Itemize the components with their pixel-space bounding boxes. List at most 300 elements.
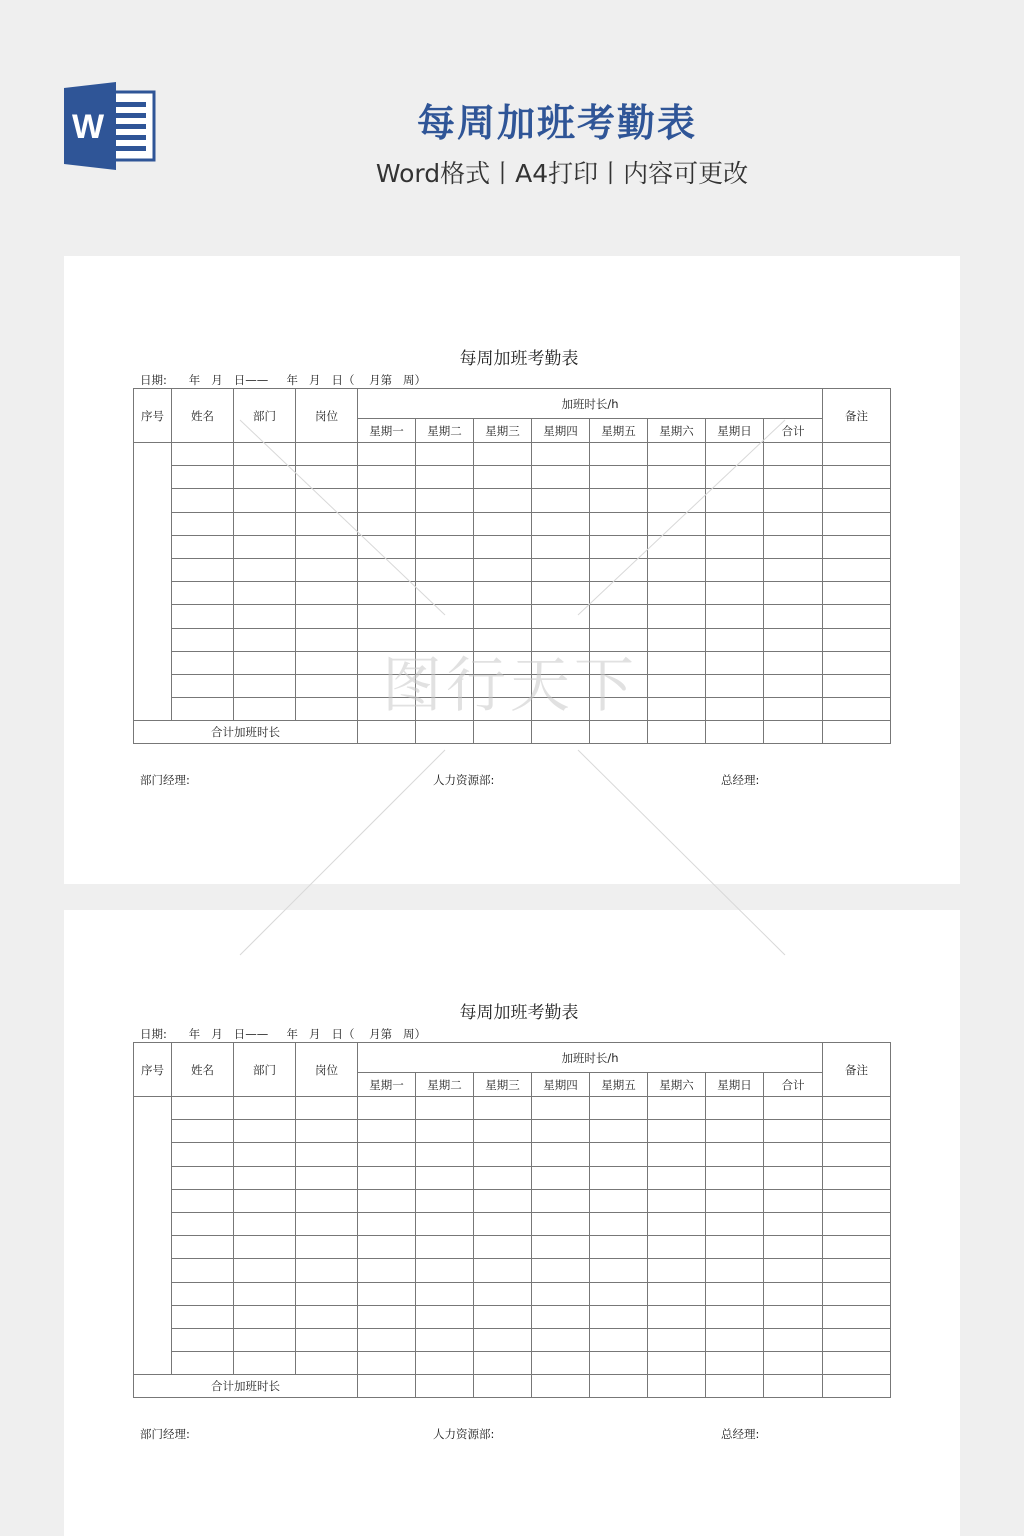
table-cell[interactable] bbox=[590, 1097, 648, 1120]
table-cell[interactable] bbox=[358, 443, 416, 466]
table-cell[interactable] bbox=[358, 1166, 416, 1189]
table-cell[interactable] bbox=[532, 1352, 590, 1375]
table-cell[interactable] bbox=[590, 582, 648, 605]
table-cell[interactable] bbox=[416, 628, 474, 651]
table-cell[interactable] bbox=[296, 651, 358, 674]
table-cell[interactable] bbox=[532, 628, 590, 651]
table-cell[interactable] bbox=[648, 1189, 706, 1212]
table-cell[interactable] bbox=[823, 443, 891, 466]
table-cell[interactable] bbox=[234, 512, 296, 535]
table-cell[interactable] bbox=[764, 466, 823, 489]
table-cell[interactable] bbox=[532, 1259, 590, 1282]
table-cell[interactable] bbox=[358, 558, 416, 581]
table-cell[interactable] bbox=[532, 698, 590, 721]
table-cell[interactable] bbox=[474, 1143, 532, 1166]
table-cell[interactable] bbox=[764, 1259, 823, 1282]
table-cell[interactable] bbox=[706, 1236, 764, 1259]
table-cell[interactable] bbox=[358, 535, 416, 558]
table-cell[interactable] bbox=[172, 443, 234, 466]
table-cell[interactable] bbox=[296, 1259, 358, 1282]
table-cell[interactable] bbox=[474, 1259, 532, 1282]
table-cell[interactable] bbox=[823, 1305, 891, 1328]
table-cell[interactable] bbox=[234, 605, 296, 628]
table-cell[interactable] bbox=[590, 628, 648, 651]
table-cell[interactable] bbox=[172, 1236, 234, 1259]
table-cell[interactable] bbox=[648, 582, 706, 605]
table-cell[interactable] bbox=[416, 721, 474, 744]
table-cell[interactable] bbox=[416, 466, 474, 489]
table-cell[interactable] bbox=[823, 605, 891, 628]
table-cell[interactable] bbox=[416, 605, 474, 628]
table-cell[interactable] bbox=[172, 1305, 234, 1328]
table-cell[interactable] bbox=[648, 698, 706, 721]
table-cell[interactable] bbox=[764, 1305, 823, 1328]
table-cell[interactable] bbox=[296, 1352, 358, 1375]
table-cell[interactable] bbox=[234, 1352, 296, 1375]
table-cell[interactable] bbox=[234, 674, 296, 697]
table-cell[interactable] bbox=[764, 1120, 823, 1143]
table-cell[interactable] bbox=[172, 489, 234, 512]
table-cell[interactable] bbox=[706, 558, 764, 581]
table-cell[interactable] bbox=[823, 674, 891, 697]
table-cell[interactable] bbox=[590, 1328, 648, 1351]
table-cell[interactable] bbox=[296, 466, 358, 489]
table-cell[interactable] bbox=[296, 1305, 358, 1328]
table-cell[interactable] bbox=[172, 674, 234, 697]
table-cell[interactable] bbox=[416, 1097, 474, 1120]
table-cell[interactable] bbox=[823, 1189, 891, 1212]
table-cell[interactable] bbox=[474, 698, 532, 721]
table-cell[interactable] bbox=[823, 1120, 891, 1143]
table-cell[interactable] bbox=[358, 1143, 416, 1166]
table-cell[interactable] bbox=[172, 1120, 234, 1143]
table-cell[interactable] bbox=[764, 1097, 823, 1120]
table-cell[interactable] bbox=[706, 443, 764, 466]
table-cell[interactable] bbox=[416, 443, 474, 466]
table-cell[interactable] bbox=[172, 628, 234, 651]
table-cell[interactable] bbox=[532, 443, 590, 466]
table-cell[interactable] bbox=[172, 1097, 234, 1120]
table-cell[interactable] bbox=[823, 535, 891, 558]
table-cell[interactable] bbox=[706, 1212, 764, 1235]
table-cell[interactable] bbox=[532, 1189, 590, 1212]
table-cell[interactable] bbox=[416, 1166, 474, 1189]
table-cell[interactable] bbox=[296, 698, 358, 721]
table-cell[interactable] bbox=[474, 628, 532, 651]
table-cell[interactable] bbox=[532, 1305, 590, 1328]
table-cell[interactable] bbox=[416, 558, 474, 581]
table-cell[interactable] bbox=[823, 1143, 891, 1166]
table-cell[interactable] bbox=[296, 674, 358, 697]
table-cell[interactable] bbox=[823, 698, 891, 721]
table-cell[interactable] bbox=[172, 605, 234, 628]
table-cell[interactable] bbox=[706, 1282, 764, 1305]
table-cell[interactable] bbox=[823, 1352, 891, 1375]
table-cell[interactable] bbox=[358, 1282, 416, 1305]
table-cell[interactable] bbox=[823, 1282, 891, 1305]
table-cell[interactable] bbox=[823, 1236, 891, 1259]
table-cell[interactable] bbox=[648, 512, 706, 535]
table-cell[interactable] bbox=[416, 1189, 474, 1212]
table-cell[interactable] bbox=[358, 1097, 416, 1120]
table-cell[interactable] bbox=[648, 466, 706, 489]
table-cell[interactable] bbox=[764, 674, 823, 697]
table-cell[interactable] bbox=[358, 512, 416, 535]
table-cell[interactable] bbox=[764, 1352, 823, 1375]
table-cell[interactable] bbox=[706, 535, 764, 558]
table-cell[interactable] bbox=[416, 582, 474, 605]
table-cell[interactable] bbox=[706, 651, 764, 674]
table-cell[interactable] bbox=[823, 466, 891, 489]
table-cell[interactable] bbox=[234, 628, 296, 651]
table-cell[interactable] bbox=[296, 628, 358, 651]
table-cell[interactable] bbox=[416, 1352, 474, 1375]
table-cell[interactable] bbox=[648, 558, 706, 581]
table-cell[interactable] bbox=[706, 582, 764, 605]
table-cell[interactable] bbox=[474, 1120, 532, 1143]
table-cell[interactable] bbox=[234, 582, 296, 605]
table-cell[interactable] bbox=[532, 466, 590, 489]
table-cell[interactable] bbox=[823, 512, 891, 535]
table-cell[interactable] bbox=[416, 512, 474, 535]
table-cell[interactable] bbox=[172, 466, 234, 489]
table-cell[interactable] bbox=[590, 1166, 648, 1189]
table-cell[interactable] bbox=[134, 443, 172, 721]
table-cell[interactable] bbox=[296, 605, 358, 628]
table-cell[interactable] bbox=[474, 535, 532, 558]
table-cell[interactable] bbox=[764, 1375, 823, 1398]
table-cell[interactable] bbox=[416, 489, 474, 512]
table-cell[interactable] bbox=[532, 721, 590, 744]
table-cell[interactable] bbox=[296, 1189, 358, 1212]
table-cell[interactable] bbox=[764, 1212, 823, 1235]
table-cell[interactable] bbox=[706, 605, 764, 628]
table-cell[interactable] bbox=[532, 489, 590, 512]
table-cell[interactable] bbox=[764, 443, 823, 466]
table-cell[interactable] bbox=[296, 558, 358, 581]
table-cell[interactable] bbox=[764, 651, 823, 674]
table-cell[interactable] bbox=[648, 628, 706, 651]
table-cell[interactable] bbox=[234, 1120, 296, 1143]
table-cell[interactable] bbox=[358, 489, 416, 512]
table-cell[interactable] bbox=[648, 1236, 706, 1259]
table-cell[interactable] bbox=[234, 1212, 296, 1235]
table-cell[interactable] bbox=[590, 1143, 648, 1166]
table-cell[interactable] bbox=[474, 1236, 532, 1259]
table-cell[interactable] bbox=[648, 1282, 706, 1305]
table-cell[interactable] bbox=[296, 1328, 358, 1351]
table-cell[interactable] bbox=[823, 1328, 891, 1351]
table-cell[interactable] bbox=[648, 1305, 706, 1328]
table-cell[interactable] bbox=[648, 1166, 706, 1189]
table-cell[interactable] bbox=[358, 721, 416, 744]
table-cell[interactable] bbox=[474, 1375, 532, 1398]
table-cell[interactable] bbox=[296, 1236, 358, 1259]
table-cell[interactable] bbox=[234, 1305, 296, 1328]
table-cell[interactable] bbox=[296, 1212, 358, 1235]
table-cell[interactable] bbox=[532, 1328, 590, 1351]
table-cell[interactable] bbox=[474, 558, 532, 581]
table-cell[interactable] bbox=[234, 698, 296, 721]
table-cell[interactable] bbox=[416, 1212, 474, 1235]
table-cell[interactable] bbox=[706, 1328, 764, 1351]
table-cell[interactable] bbox=[474, 1212, 532, 1235]
table-cell[interactable] bbox=[358, 1259, 416, 1282]
table-cell[interactable] bbox=[590, 443, 648, 466]
table-cell[interactable] bbox=[590, 512, 648, 535]
table-cell[interactable] bbox=[764, 1189, 823, 1212]
table-cell[interactable] bbox=[296, 489, 358, 512]
table-cell[interactable] bbox=[358, 466, 416, 489]
table-cell[interactable] bbox=[590, 489, 648, 512]
table-cell[interactable] bbox=[532, 1097, 590, 1120]
table-cell[interactable] bbox=[532, 1166, 590, 1189]
table-cell[interactable] bbox=[590, 698, 648, 721]
table-cell[interactable] bbox=[234, 1259, 296, 1282]
table-cell[interactable] bbox=[296, 1166, 358, 1189]
table-cell[interactable] bbox=[358, 1352, 416, 1375]
table-cell[interactable] bbox=[172, 582, 234, 605]
table-cell[interactable] bbox=[764, 535, 823, 558]
table-cell[interactable] bbox=[648, 1328, 706, 1351]
table-cell[interactable] bbox=[706, 1305, 764, 1328]
table-cell[interactable] bbox=[416, 1259, 474, 1282]
table-cell[interactable] bbox=[590, 1236, 648, 1259]
table-cell[interactable] bbox=[234, 1328, 296, 1351]
table-cell[interactable] bbox=[172, 558, 234, 581]
table-cell[interactable] bbox=[172, 1282, 234, 1305]
table-cell[interactable] bbox=[706, 721, 764, 744]
table-cell[interactable] bbox=[590, 558, 648, 581]
table-cell[interactable] bbox=[416, 1236, 474, 1259]
table-cell[interactable] bbox=[706, 1352, 764, 1375]
table-cell[interactable] bbox=[706, 674, 764, 697]
table-cell[interactable] bbox=[234, 651, 296, 674]
table-cell[interactable] bbox=[532, 1143, 590, 1166]
table-cell[interactable] bbox=[474, 1189, 532, 1212]
table-cell[interactable] bbox=[234, 466, 296, 489]
table-cell[interactable] bbox=[764, 512, 823, 535]
table-cell[interactable] bbox=[590, 1189, 648, 1212]
table-cell[interactable] bbox=[706, 1120, 764, 1143]
table-cell[interactable] bbox=[296, 512, 358, 535]
table-cell[interactable] bbox=[648, 1375, 706, 1398]
table-cell[interactable] bbox=[706, 466, 764, 489]
table-cell[interactable] bbox=[296, 535, 358, 558]
table-cell[interactable] bbox=[358, 698, 416, 721]
table-cell[interactable] bbox=[823, 558, 891, 581]
table-cell[interactable] bbox=[823, 582, 891, 605]
table-cell[interactable] bbox=[416, 535, 474, 558]
table-cell[interactable] bbox=[474, 489, 532, 512]
table-cell[interactable] bbox=[296, 1097, 358, 1120]
table-cell[interactable] bbox=[823, 489, 891, 512]
table-cell[interactable] bbox=[474, 1328, 532, 1351]
table-cell[interactable] bbox=[764, 721, 823, 744]
table-cell[interactable] bbox=[172, 651, 234, 674]
table-cell[interactable] bbox=[474, 605, 532, 628]
table-cell[interactable] bbox=[358, 605, 416, 628]
table-cell[interactable] bbox=[648, 1097, 706, 1120]
table-cell[interactable] bbox=[358, 1328, 416, 1351]
table-cell[interactable] bbox=[764, 558, 823, 581]
table-cell[interactable] bbox=[648, 1259, 706, 1282]
table-cell[interactable] bbox=[532, 535, 590, 558]
table-cell[interactable] bbox=[764, 605, 823, 628]
table-cell[interactable] bbox=[474, 721, 532, 744]
table-cell[interactable] bbox=[764, 698, 823, 721]
table-cell[interactable] bbox=[706, 1143, 764, 1166]
table-cell[interactable] bbox=[358, 582, 416, 605]
table-cell[interactable] bbox=[532, 558, 590, 581]
table-cell[interactable] bbox=[590, 1212, 648, 1235]
table-cell[interactable] bbox=[823, 1166, 891, 1189]
table-cell[interactable] bbox=[648, 535, 706, 558]
table-cell[interactable] bbox=[764, 489, 823, 512]
table-cell[interactable] bbox=[648, 1352, 706, 1375]
table-cell[interactable] bbox=[474, 1352, 532, 1375]
table-cell[interactable] bbox=[532, 1212, 590, 1235]
table-cell[interactable] bbox=[590, 1375, 648, 1398]
table-cell[interactable] bbox=[590, 1259, 648, 1282]
table-cell[interactable] bbox=[234, 1189, 296, 1212]
table-cell[interactable] bbox=[416, 1375, 474, 1398]
table-cell[interactable] bbox=[172, 1328, 234, 1351]
table-cell[interactable] bbox=[764, 1328, 823, 1351]
table-cell[interactable] bbox=[474, 582, 532, 605]
table-cell[interactable] bbox=[358, 651, 416, 674]
table-cell[interactable] bbox=[706, 698, 764, 721]
table-cell[interactable] bbox=[296, 582, 358, 605]
table-cell[interactable] bbox=[648, 489, 706, 512]
table-cell[interactable] bbox=[474, 466, 532, 489]
table-cell[interactable] bbox=[706, 628, 764, 651]
table-cell[interactable] bbox=[416, 1328, 474, 1351]
table-cell[interactable] bbox=[532, 1236, 590, 1259]
table-cell[interactable] bbox=[648, 605, 706, 628]
table-cell[interactable] bbox=[590, 535, 648, 558]
table-cell[interactable] bbox=[823, 1097, 891, 1120]
table-cell[interactable] bbox=[172, 1143, 234, 1166]
table-cell[interactable] bbox=[590, 1305, 648, 1328]
table-cell[interactable] bbox=[823, 628, 891, 651]
table-cell[interactable] bbox=[296, 1120, 358, 1143]
table-cell[interactable] bbox=[474, 443, 532, 466]
table-cell[interactable] bbox=[358, 1305, 416, 1328]
table-cell[interactable] bbox=[234, 535, 296, 558]
table-cell[interactable] bbox=[590, 466, 648, 489]
table-cell[interactable] bbox=[764, 1236, 823, 1259]
table-cell[interactable] bbox=[648, 721, 706, 744]
table-cell[interactable] bbox=[648, 651, 706, 674]
table-cell[interactable] bbox=[532, 512, 590, 535]
table-cell[interactable] bbox=[296, 443, 358, 466]
table-cell[interactable] bbox=[823, 1212, 891, 1235]
table-cell[interactable] bbox=[172, 1166, 234, 1189]
table-cell[interactable] bbox=[706, 489, 764, 512]
table-cell[interactable] bbox=[358, 628, 416, 651]
table-cell[interactable] bbox=[234, 1097, 296, 1120]
table-cell[interactable] bbox=[532, 605, 590, 628]
table-cell[interactable] bbox=[474, 1305, 532, 1328]
table-cell[interactable] bbox=[648, 1143, 706, 1166]
table-cell[interactable] bbox=[358, 1375, 416, 1398]
table-cell[interactable] bbox=[234, 1282, 296, 1305]
table-cell[interactable] bbox=[706, 1259, 764, 1282]
table-cell[interactable] bbox=[823, 721, 891, 744]
table-cell[interactable] bbox=[706, 512, 764, 535]
table-cell[interactable] bbox=[532, 1282, 590, 1305]
table-cell[interactable] bbox=[706, 1097, 764, 1120]
table-cell[interactable] bbox=[474, 674, 532, 697]
table-cell[interactable] bbox=[590, 674, 648, 697]
table-cell[interactable] bbox=[416, 698, 474, 721]
table-cell[interactable] bbox=[172, 1352, 234, 1375]
table-cell[interactable] bbox=[532, 674, 590, 697]
table-cell[interactable] bbox=[706, 1166, 764, 1189]
table-cell[interactable] bbox=[474, 512, 532, 535]
table-cell[interactable] bbox=[532, 651, 590, 674]
table-cell[interactable] bbox=[764, 1143, 823, 1166]
table-cell[interactable] bbox=[234, 1166, 296, 1189]
table-cell[interactable] bbox=[474, 1097, 532, 1120]
table-cell[interactable] bbox=[358, 1212, 416, 1235]
table-cell[interactable] bbox=[416, 674, 474, 697]
table-cell[interactable] bbox=[590, 605, 648, 628]
table-cell[interactable] bbox=[296, 1282, 358, 1305]
table-cell[interactable] bbox=[172, 1212, 234, 1235]
table-cell[interactable] bbox=[590, 651, 648, 674]
table-cell[interactable] bbox=[172, 512, 234, 535]
table-cell[interactable] bbox=[172, 535, 234, 558]
table-cell[interactable] bbox=[474, 1166, 532, 1189]
table-cell[interactable] bbox=[416, 651, 474, 674]
table-cell[interactable] bbox=[358, 1236, 416, 1259]
table-cell[interactable] bbox=[358, 1189, 416, 1212]
table-cell[interactable] bbox=[474, 1282, 532, 1305]
table-cell[interactable] bbox=[590, 1120, 648, 1143]
table-cell[interactable] bbox=[474, 651, 532, 674]
table-cell[interactable] bbox=[416, 1282, 474, 1305]
table-cell[interactable] bbox=[234, 558, 296, 581]
table-cell[interactable] bbox=[532, 1375, 590, 1398]
table-cell[interactable] bbox=[648, 443, 706, 466]
table-cell[interactable] bbox=[172, 1259, 234, 1282]
table-cell[interactable] bbox=[590, 1282, 648, 1305]
table-cell[interactable] bbox=[234, 1143, 296, 1166]
table-cell[interactable] bbox=[358, 674, 416, 697]
table-cell[interactable] bbox=[416, 1143, 474, 1166]
table-cell[interactable] bbox=[823, 1259, 891, 1282]
table-cell[interactable] bbox=[764, 1166, 823, 1189]
table-cell[interactable] bbox=[823, 1375, 891, 1398]
table-cell[interactable] bbox=[648, 1120, 706, 1143]
table-cell[interactable] bbox=[706, 1375, 764, 1398]
table-cell[interactable] bbox=[532, 582, 590, 605]
table-cell[interactable] bbox=[648, 674, 706, 697]
table-cell[interactable] bbox=[416, 1120, 474, 1143]
table-cell[interactable] bbox=[532, 1120, 590, 1143]
table-cell[interactable] bbox=[134, 1097, 172, 1375]
table-cell[interactable] bbox=[234, 443, 296, 466]
table-cell[interactable] bbox=[296, 1143, 358, 1166]
table-cell[interactable] bbox=[590, 1352, 648, 1375]
table-cell[interactable] bbox=[172, 1189, 234, 1212]
table-cell[interactable] bbox=[764, 1282, 823, 1305]
table-cell[interactable] bbox=[416, 1305, 474, 1328]
table-cell[interactable] bbox=[706, 1189, 764, 1212]
table-cell[interactable] bbox=[172, 698, 234, 721]
